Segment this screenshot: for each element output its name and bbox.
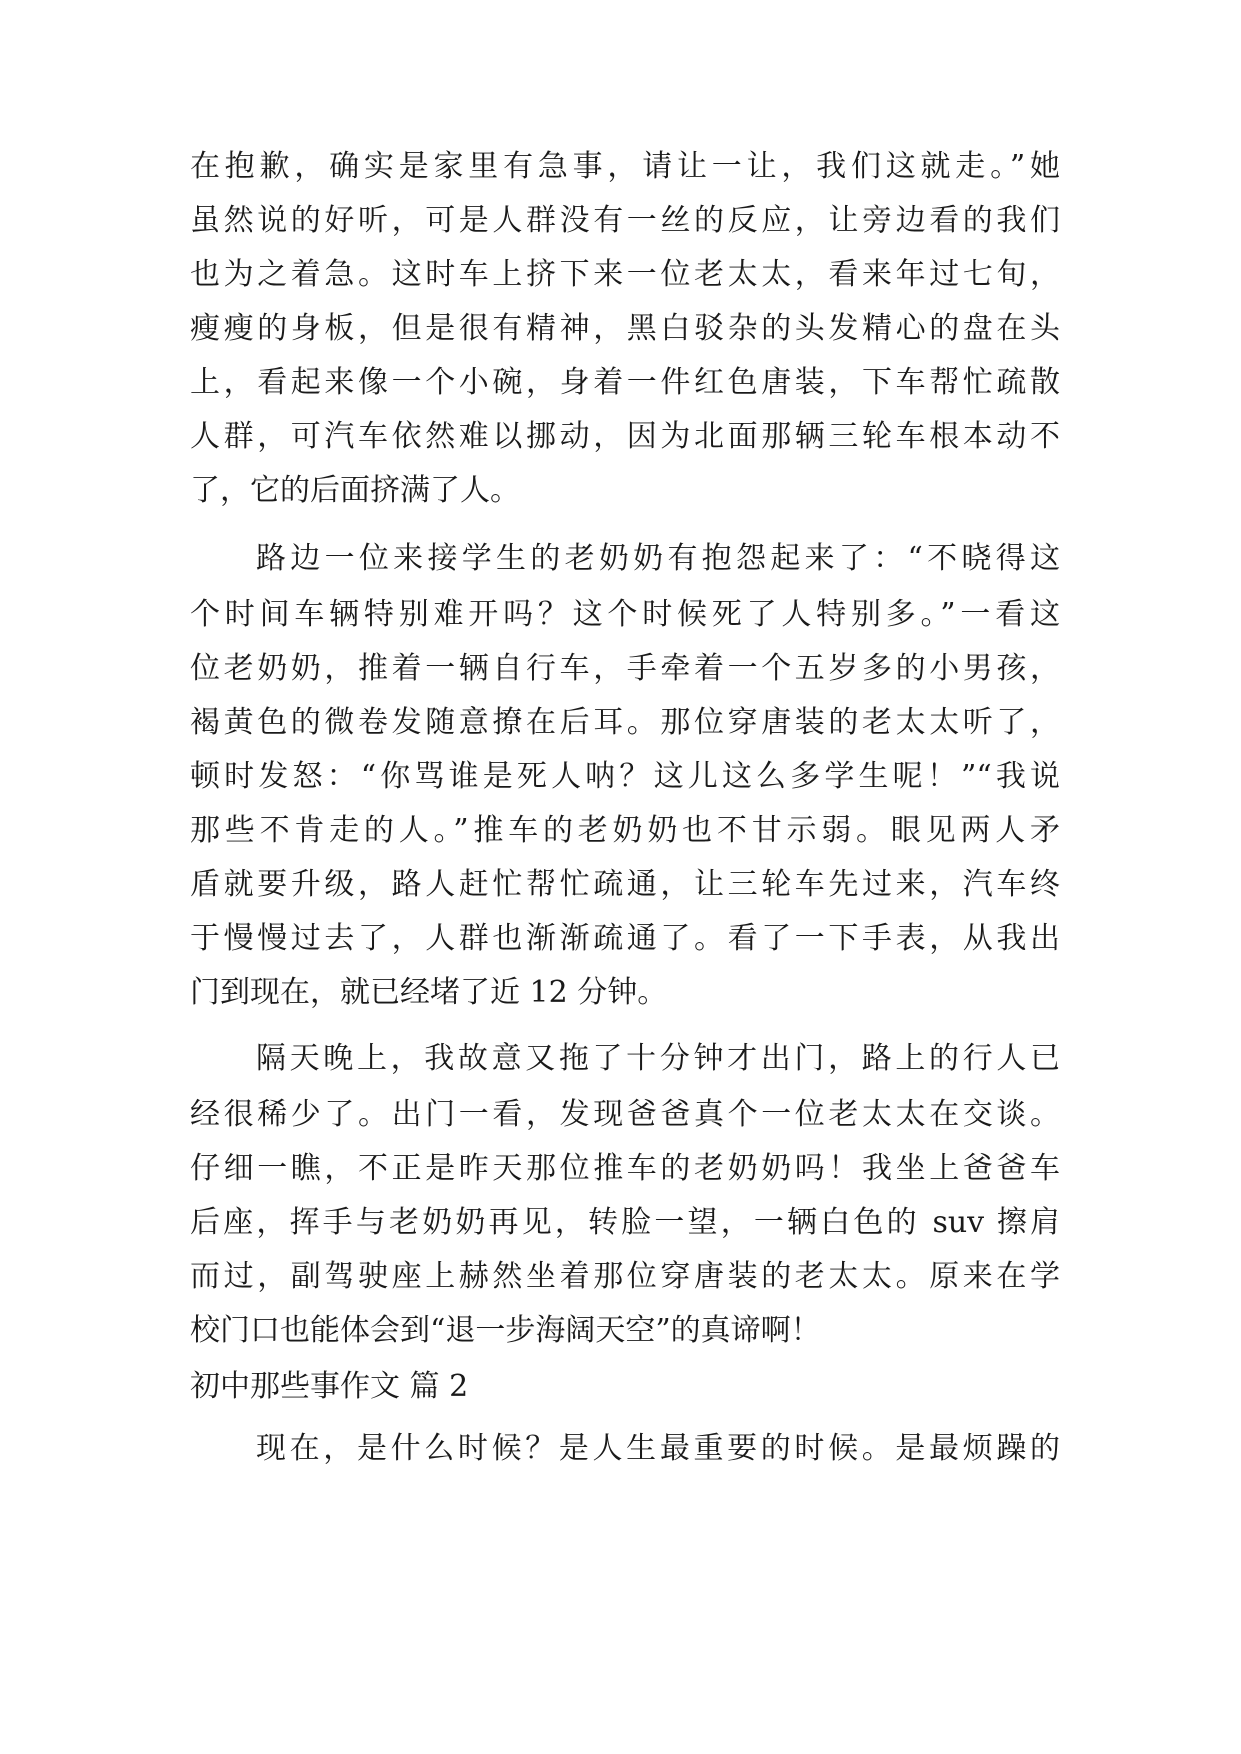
paragraph-first-line: 路边一位来接学生的老奶奶有抱怨起来了：“不晓得这: [256, 541, 1060, 576]
text-line: 人群，可汽车依然难以挪动，因为北面那辆三轮车根本动不: [190, 419, 1060, 454]
text-line: 而过，副驾驶座上赫然坐着那位穿唐装的老太太。原来在学: [190, 1259, 1060, 1294]
text-line: 顿时发怒：“你骂谁是死人呐？这儿这么多学生呢！”“我说: [190, 759, 1060, 794]
text-line: 瘦瘦的身板，但是很有精神，黑白驳杂的头发精心的盘在头: [190, 311, 1060, 346]
text-line: 于慢慢过去了，人群也渐渐疏通了。看了一下手表，从我出: [190, 921, 1060, 956]
text-line: 门到现在，就已经堵了近 12 分钟。: [190, 975, 668, 1010]
text-line: 盾就要升级，路人赶忙帮忙疏通，让三轮车先过来，汽车终: [190, 867, 1060, 902]
text-line: 褐黄色的微卷发随意撩在后耳。那位穿唐装的老太太听了，: [190, 705, 1060, 740]
text-line: 上，看起来像一个小碗，身着一件红色唐装，下车帮忙疏散: [190, 365, 1060, 400]
text-line: 仔细一瞧，不正是昨天那位推车的老奶奶吗！我坐上爸爸车: [190, 1151, 1060, 1186]
text-line: 在抱歉，确实是家里有急事，请让一让，我们这就走。”她: [190, 149, 1060, 184]
text-line: 后座，挥手与老奶奶再见，转脸一望，一辆白色的 suv 擦肩: [190, 1205, 1060, 1240]
text-line: 位老奶奶，推着一辆自行车，手牵着一个五岁多的小男孩，: [190, 651, 1060, 686]
text-line: 也为之着急。这时车上挤下来一位老太太，看来年过七旬，: [190, 257, 1060, 292]
paragraph-first-line: 隔天晚上，我故意又拖了十分钟才出门，路上的行人已: [256, 1041, 1060, 1076]
text-line: 那些不肯走的人。”推车的老奶奶也不甘示弱。眼见两人矛: [190, 813, 1060, 848]
section-heading: 初中那些事作文 篇 2: [190, 1369, 469, 1404]
text-line: 经很稀少了。出门一看，发现爸爸真个一位老太太在交谈。: [190, 1097, 1060, 1132]
text-line: 校门口也能体会到“退一步海阔天空”的真谛啊！: [190, 1313, 821, 1348]
text-line: 了，它的后面挤满了人。: [190, 473, 520, 508]
text-line: 虽然说的好听，可是人群没有一丝的反应，让旁边看的我们: [190, 203, 1060, 238]
text-line: 个时间车辆特别难开吗？这个时候死了人特别多。”一看这: [190, 597, 1060, 632]
paragraph-first-line: 现在，是什么时候？是人生最重要的时候。是最烦躁的: [256, 1431, 1060, 1466]
